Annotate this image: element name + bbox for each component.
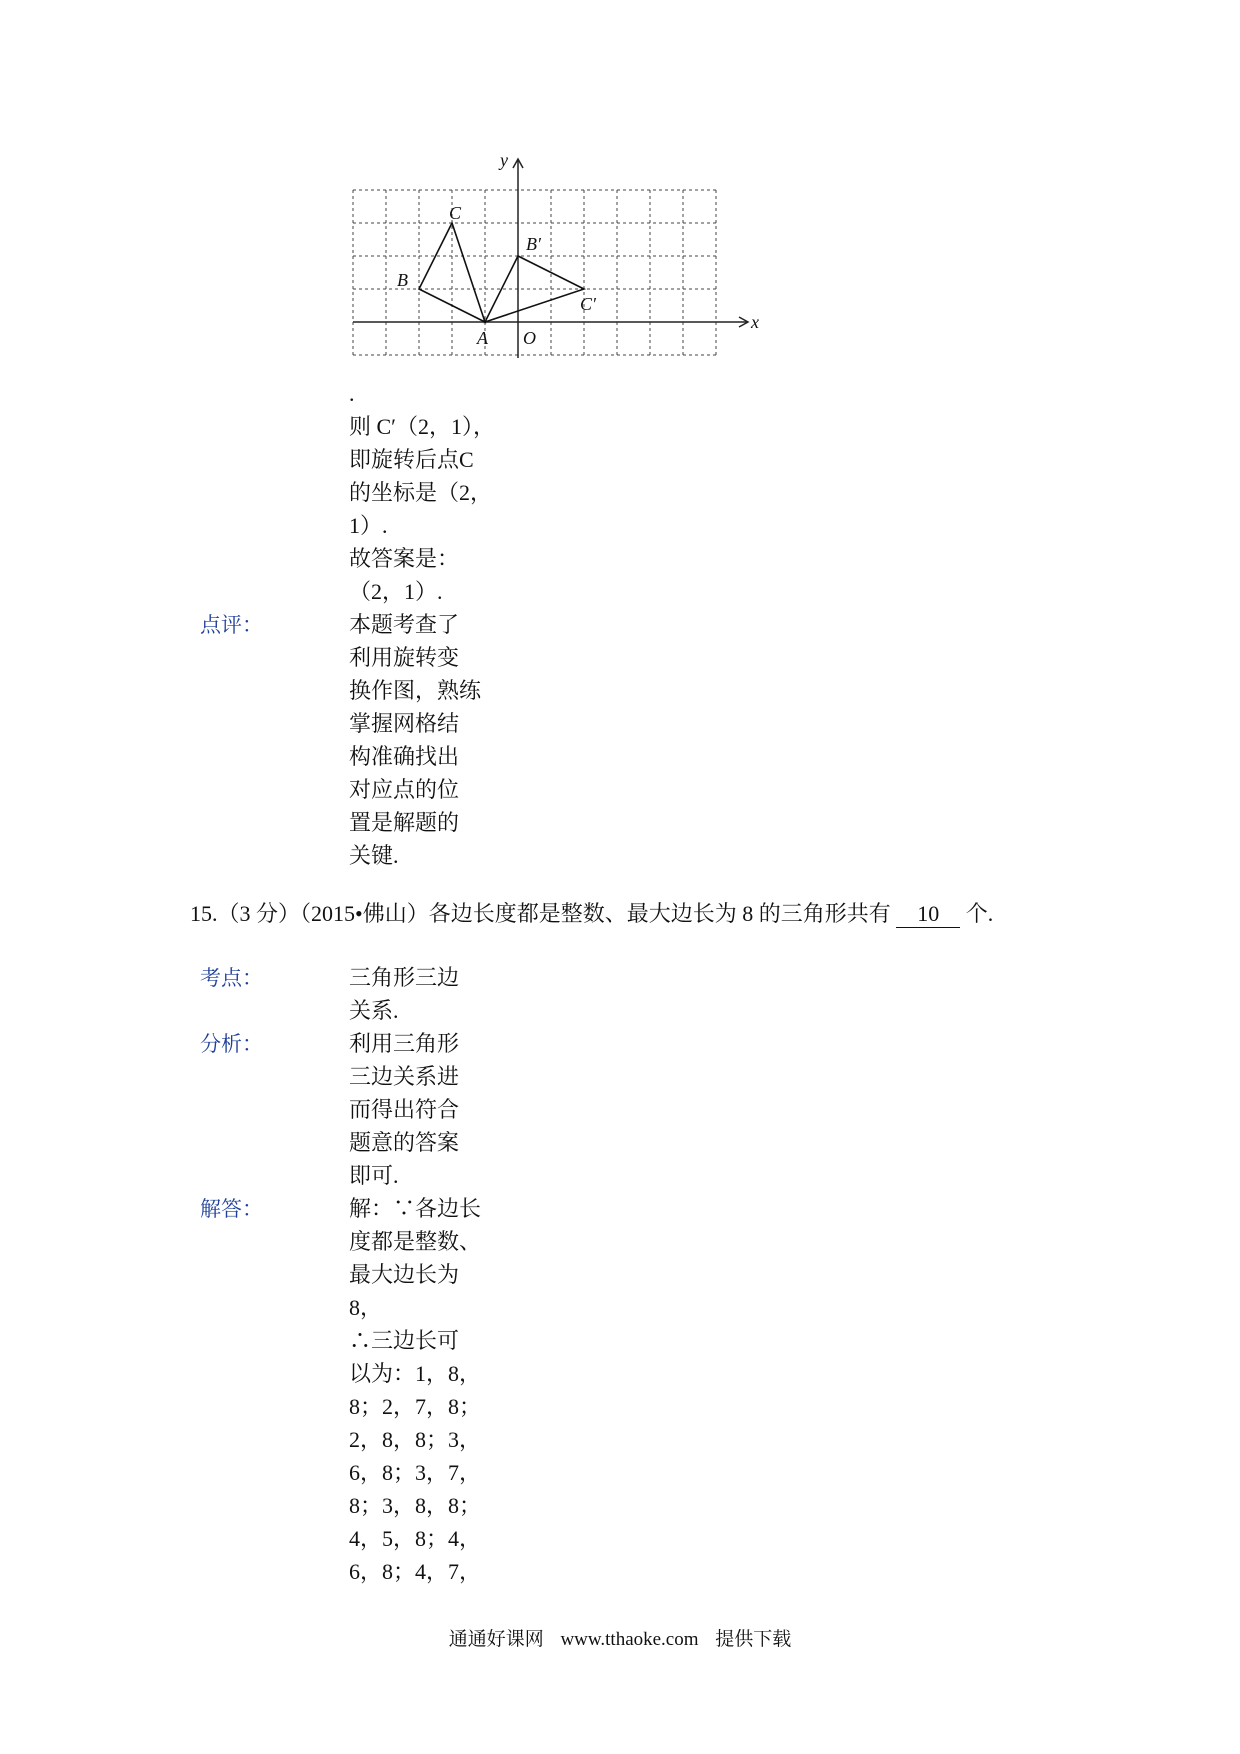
kaodian-line-1: 三角形三边: [349, 965, 460, 990]
fenxi-line-1: 利用三角形: [349, 1031, 460, 1056]
question-15-text: 15.（3 分）（2015•佛山）各边长度都是整数、最大边长为 8 的三角形共有: [190, 901, 891, 926]
triangle-abc: [419, 223, 485, 322]
jieda-line-2: 度都是整数、: [349, 1229, 482, 1254]
triangles: [419, 223, 584, 322]
footer-url[interactable]: www.tthaoke.com: [560, 1629, 699, 1650]
jieda-line-9: 6，8；3，7，: [349, 1460, 482, 1485]
solution-line-4: 1）.: [349, 513, 388, 538]
review-line-1: 本题考查了: [349, 612, 460, 637]
label-x-axis: x: [751, 312, 759, 332]
review-label: 点评：: [200, 613, 263, 637]
figure-end-dot: .: [349, 381, 355, 406]
fenxi-line-5: 即可.: [349, 1163, 399, 1188]
label-b: B: [397, 270, 408, 290]
review-line-5: 构准确找出: [349, 744, 460, 769]
jieda-line-11: 4，5，8；4，: [349, 1526, 482, 1551]
footer-site-name: 通通好课网: [448, 1629, 544, 1650]
label-b-prime: B′: [526, 234, 541, 254]
jieda-line-10: 8；3，8，8；: [349, 1493, 482, 1518]
jieda-line-6: 以为：1，8，: [349, 1361, 482, 1386]
fenxi-label: 分析：: [200, 1032, 263, 1056]
review-line-2: 利用旋转变: [349, 645, 460, 670]
review-line-7: 置是解题的: [349, 810, 460, 835]
label-y-axis: y: [500, 150, 508, 170]
jieda-line-4: 8，: [349, 1295, 383, 1320]
solution-line-6: （2，1）.: [349, 579, 443, 604]
jieda-line-7: 8；2，7，8；: [349, 1394, 482, 1419]
jieda-label: 解答：: [200, 1197, 263, 1221]
review-line-4: 掌握网格结: [349, 711, 460, 736]
solution-line-1: 则 C′（2，1），: [349, 414, 495, 439]
jieda-line-3: 最大边长为: [349, 1262, 460, 1287]
review-line-3: 换作图，熟练: [349, 678, 482, 703]
jieda-line-1: 解：∵各边长: [349, 1196, 482, 1221]
answer-blank: 10: [896, 901, 960, 928]
label-c-prime: C′: [580, 294, 596, 314]
footer-suffix: 提供下载: [715, 1629, 792, 1650]
question-15-suffix: 个.: [965, 901, 994, 926]
fenxi-line-3: 而得出符合: [349, 1097, 460, 1122]
jieda-line-12: 6，8；4，7，: [349, 1559, 482, 1584]
question-15: [190, 898, 993, 930]
fenxi-line-2: 三边关系进: [349, 1064, 460, 1089]
coordinate-grid-figure: [345, 150, 765, 382]
kaodian-line-2: 关系.: [349, 998, 399, 1023]
grid-svg: [345, 150, 765, 382]
review-line-8: 关键.: [349, 843, 399, 868]
label-a: A: [477, 328, 488, 348]
solution-line-5: 故答案是：: [349, 546, 460, 571]
jieda-line-5: ∴三边长可: [349, 1328, 460, 1353]
jieda-line-8: 2，8，8；3，: [349, 1427, 482, 1452]
fenxi-line-4: 题意的答案: [349, 1130, 460, 1155]
solution-line-3: 的坐标是（2，: [349, 480, 493, 505]
label-origin: O: [523, 328, 536, 348]
label-c: C: [449, 203, 462, 223]
review-line-6: 对应点的位: [349, 777, 460, 802]
solution-line-2: 即旋转后点C: [349, 447, 474, 472]
page-footer: [0, 1626, 1240, 1654]
kaodian-label: 考点：: [200, 966, 263, 990]
